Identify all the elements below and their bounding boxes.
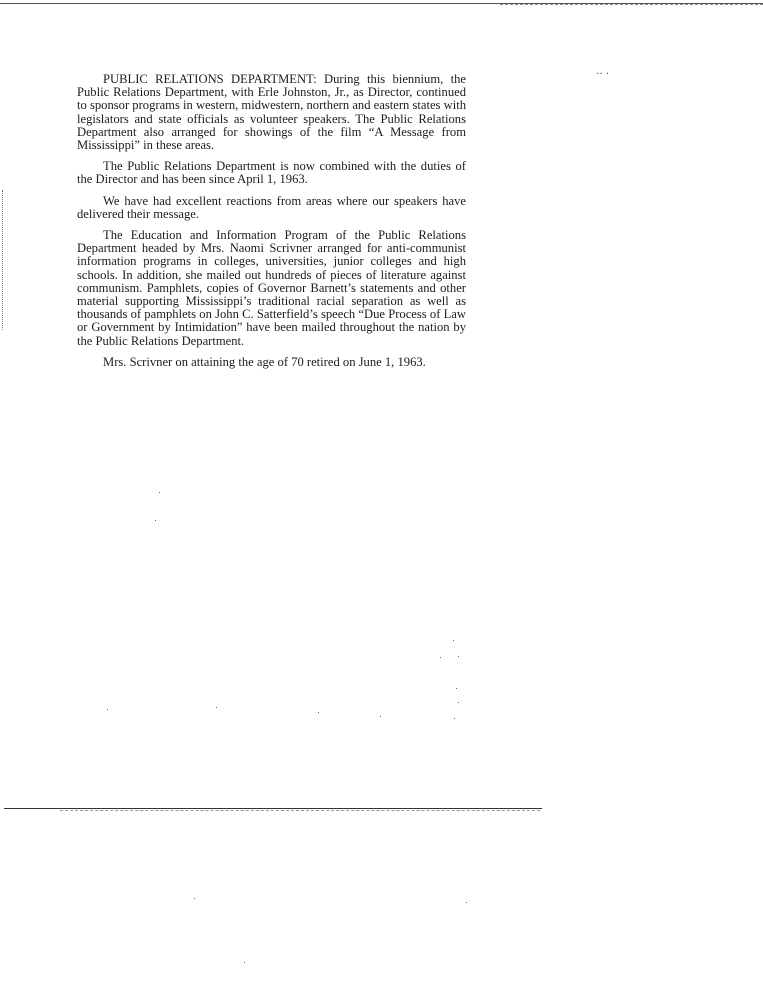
scan-speck [216,707,217,708]
scan-speck [380,716,381,717]
scan-speck [466,902,467,903]
scan-edge-left [2,190,3,330]
section-heading: PUBLIC RELATIONS DEPARTMENT: [103,72,317,86]
paragraph-education-program: The Education and Information Program of the Public Relations Department headed by Mrs. Naomi Scrivner arranged for anti-communist information programs in colleges, universities, junior colleges and high schools. In addition, she mailed out hundreds of pieces of literature against communism. Pamphlets, copies of Governor Barnett’s statements and other material supporting Mississippi’s traditional racial separation as well as thousands of pamphlets on John C. Satterfield’s speech “Due Process of Law or Government by Intimidation” have been mailed throughout the nation by the Public Relations Department. [77,228,466,348]
scan-speck [456,688,457,689]
scan-speck [440,657,441,658]
stray-mark: ․․ . [596,66,610,77]
scan-speck [458,656,459,657]
scan-speck [318,712,319,713]
scan-speck [107,709,108,710]
paragraph-text: During this biennium, the Public Relations Department, with Erle Johnston, Jr., as Director, continued to sponsor programs in western, midwestern, northern and eastern states with legislators and state officials as volunteer speakers. The Public Relations Department also arranged for showings of the film “A Message from Mississippi” in these areas. [77,72,466,153]
document-body [77,73,466,377]
scan-edge-bottom-faint [60,810,540,811]
scan-edge-bottom [4,808,542,809]
paragraph-public-relations [77,73,466,152]
scan-speck [244,962,245,963]
scan-speck [194,898,195,899]
scan-edge-top-faint [500,4,763,5]
scan-speck [453,640,454,641]
scan-speck [159,492,160,493]
paragraph-reactions: We have had excellent reactions from areas where our speakers have delivered their message. [77,193,466,221]
scan-speck [155,520,156,521]
scan-speck [454,718,455,719]
paragraph-retirement: Mrs. Scrivner on attaining the age of 70 retired on June 1, 1963. [103,354,426,369]
paragraph-combined-duties: The Public Relations Department is now combined with the duties of the Director and has been since April 1, 1963. [77,159,466,187]
scan-speck [458,702,459,703]
